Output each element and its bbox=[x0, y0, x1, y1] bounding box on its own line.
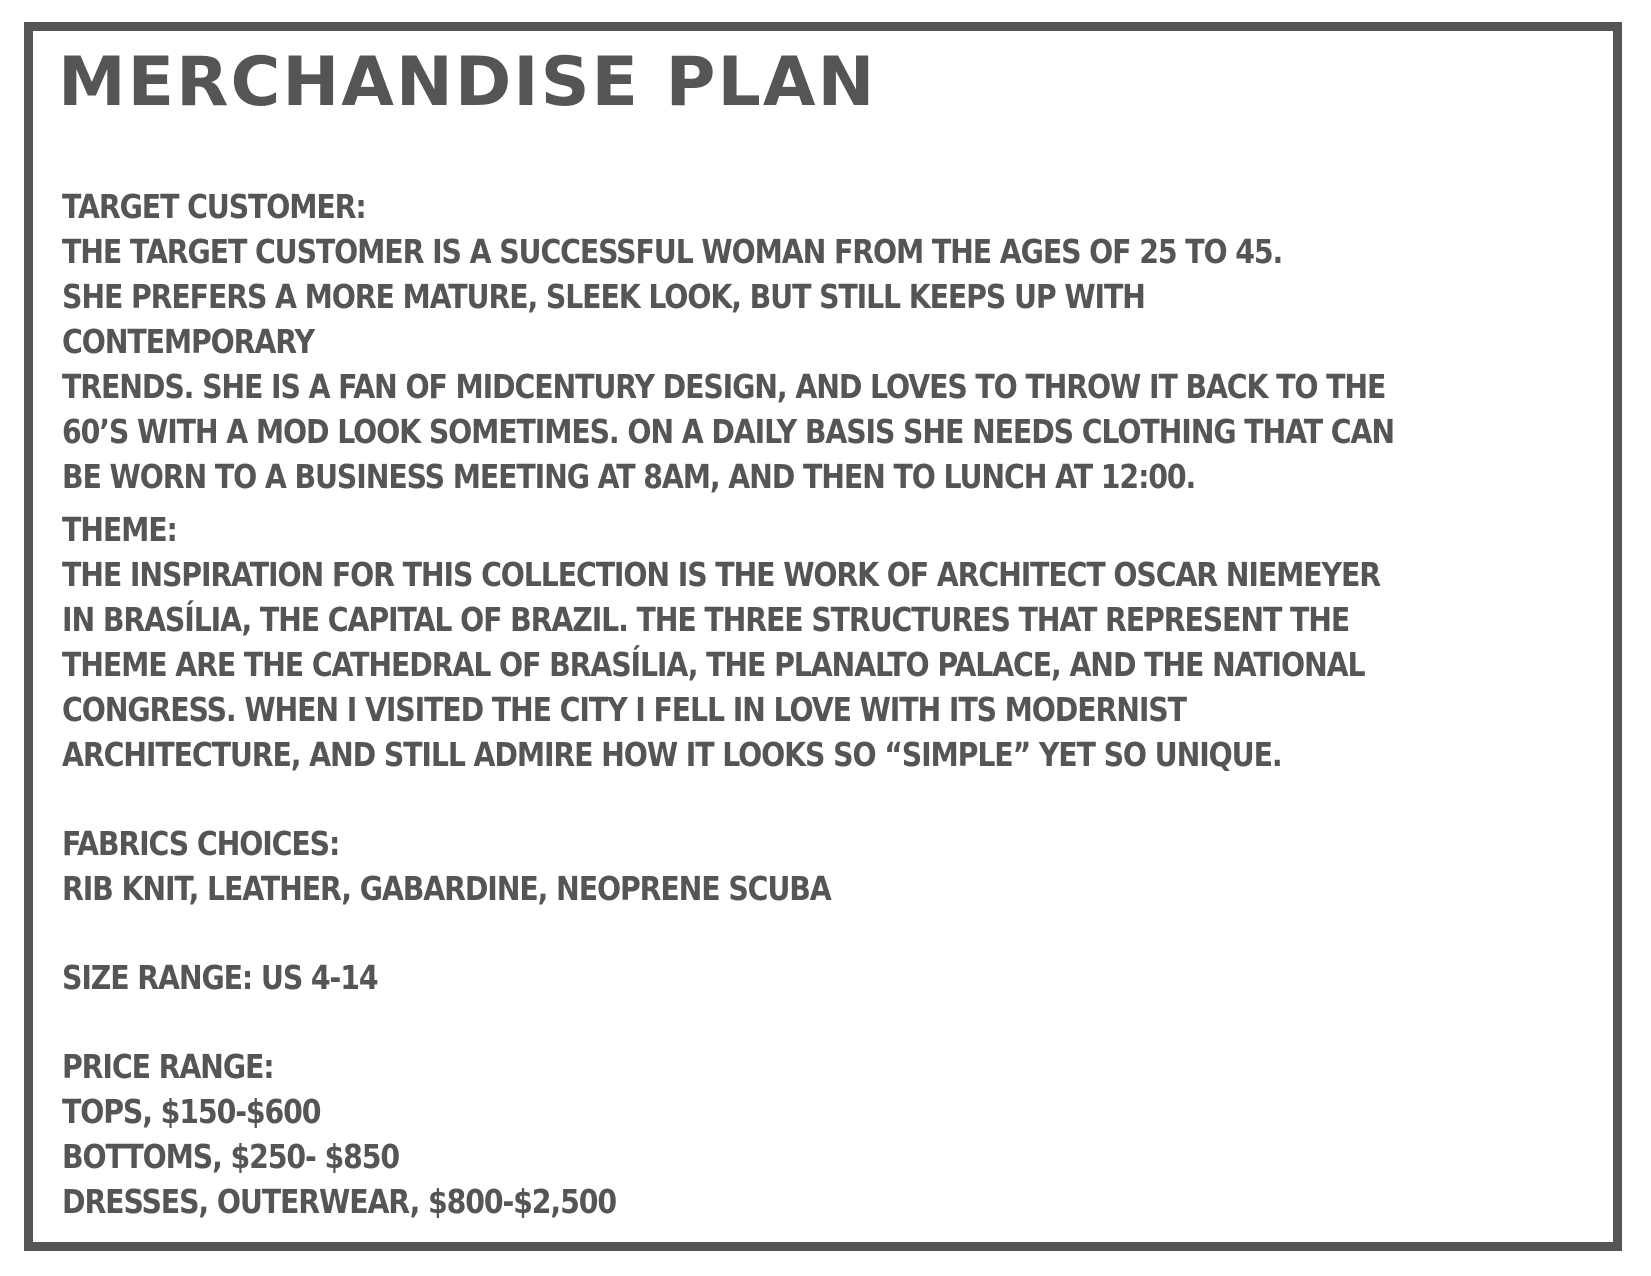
target-customer-line: BE WORN TO A BUSINESS MEETING AT 8AM, AND THEN TO LUNCH AT 12:00. bbox=[62, 457, 1196, 496]
price-range-line: DRESSES, OUTERWEAR, $800-$2,500 bbox=[62, 1182, 616, 1221]
spacer bbox=[62, 499, 1400, 507]
target-customer-line: TRENDS. SHE IS A FAN OF MIDCENTURY DESIGN, AND LOVES TO THROW IT BACK TO THE bbox=[62, 367, 1386, 406]
theme-line: CONGRESS. WHEN I VISITED THE CITY I FELL IN LOVE WITH ITS MODERNIST bbox=[62, 690, 1186, 729]
price-range-heading: PRICE RANGE: bbox=[62, 1047, 274, 1086]
fabrics-section bbox=[62, 821, 1400, 911]
plan-content bbox=[62, 184, 1400, 1224]
fabrics-heading: FABRICS CHOICES: bbox=[62, 824, 340, 863]
theme-heading: THEME: bbox=[62, 510, 177, 549]
spacer bbox=[62, 777, 1400, 821]
size-range-section bbox=[62, 955, 1400, 1000]
price-range-line: TOPS, $150-$600 bbox=[62, 1092, 321, 1131]
theme-line: ARCHITECTURE, AND STILL ADMIRE HOW IT LOOKS SO “SIMPLE” YET SO UNIQUE. bbox=[62, 735, 1282, 774]
theme-line: THE INSPIRATION FOR THIS COLLECTION IS THE WORK OF ARCHITECT OSCAR NIEMEYER bbox=[62, 555, 1380, 594]
target-customer-heading: TARGET CUSTOMER: bbox=[62, 187, 366, 226]
price-range-line: BOTTOMS, $250- $850 bbox=[62, 1137, 399, 1176]
spacer bbox=[62, 911, 1400, 955]
page-title: MERCHANDISE PLAN bbox=[58, 43, 877, 122]
target-customer-line: SHE PREFERS A MORE MATURE, SLEEK LOOK, BUT STILL KEEPS UP WITH CONTEMPORARY bbox=[62, 277, 1145, 361]
target-customer-section bbox=[62, 184, 1400, 499]
fabrics-value: RIB KNIT, LEATHER, GABARDINE, NEOPRENE SCUBA bbox=[62, 869, 831, 908]
spacer bbox=[62, 1000, 1400, 1044]
target-customer-line: 60’S WITH A MOD LOOK SOMETIMES. ON A DAILY BASIS SHE NEEDS CLOTHING THAT CAN bbox=[62, 412, 1395, 451]
theme-section bbox=[62, 507, 1400, 777]
theme-line: THEME ARE THE CATHEDRAL OF BRASÍLIA, THE PLANALTO PALACE, AND THE NATIONAL bbox=[62, 645, 1365, 684]
price-range-section bbox=[62, 1044, 1400, 1224]
theme-line: IN BRASÍLIA, THE CAPITAL OF BRAZIL. THE THREE STRUCTURES THAT REPRESENT THE bbox=[62, 600, 1350, 639]
target-customer-line: THE TARGET CUSTOMER IS A SUCCESSFUL WOMAN FROM THE AGES OF 25 TO 45. bbox=[62, 232, 1283, 271]
size-range: SIZE RANGE: US 4-14 bbox=[62, 958, 378, 997]
